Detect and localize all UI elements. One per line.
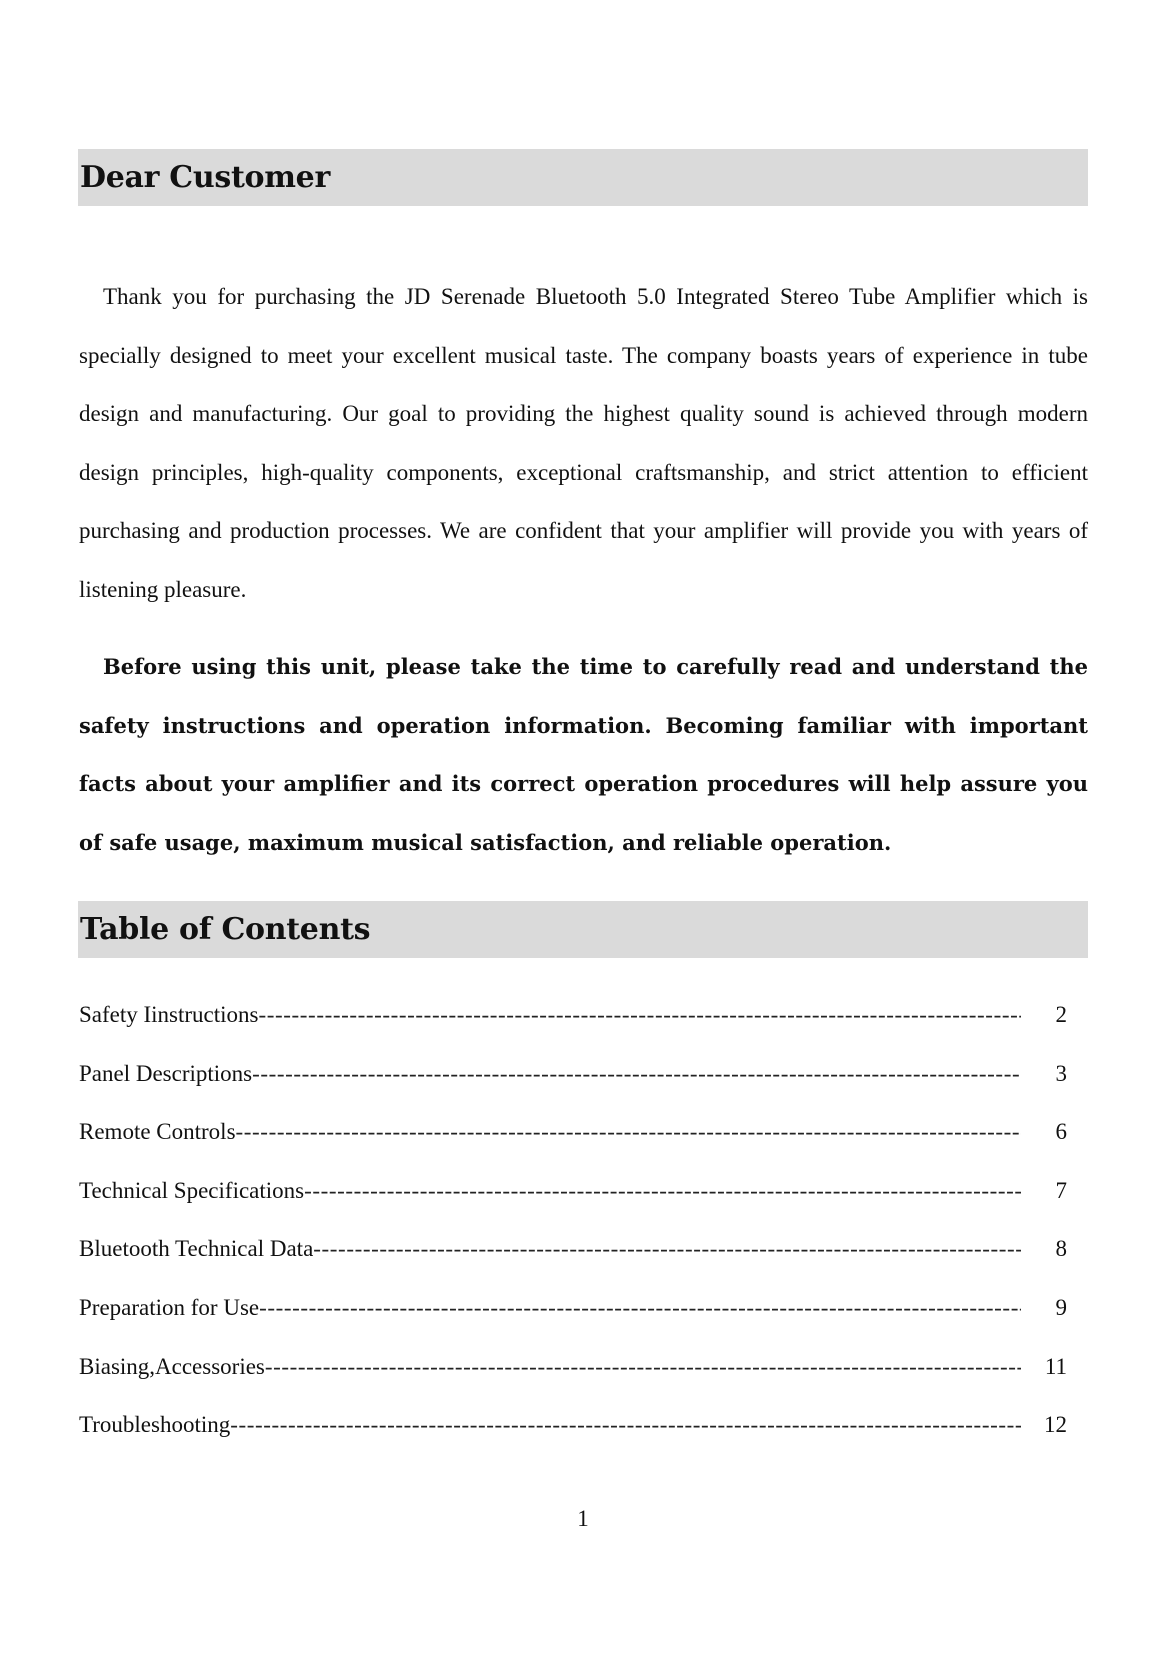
toc-entry-page: 3 <box>1055 1060 1067 1086</box>
toc-entry-bluetooth-technical-data[interactable] <box>79 1236 1079 1295</box>
toc-entry-title: Biasing,Accessories <box>79 1353 265 1379</box>
toc-entry-title: Remote Controls <box>79 1119 236 1145</box>
toc-entry-troubleshooting[interactable] <box>79 1412 1079 1471</box>
toc-entry-title: Technical Specifications <box>79 1177 305 1203</box>
toc-entry-panel-descriptions[interactable] <box>79 1061 1079 1120</box>
toc-dot-leader <box>259 1295 1021 1321</box>
toc-entry-page: 9 <box>1055 1294 1067 1320</box>
table-of-contents <box>79 1002 1079 1471</box>
dear-customer-heading-bar <box>78 149 1088 206</box>
toc-dot-leader <box>230 1412 1021 1438</box>
toc-entry-page: 7 <box>1055 1177 1067 1203</box>
toc-heading: Table of Contents <box>80 912 371 947</box>
intro-paragraph: Thank you for purchasing the JD Serenade Bluetooth 5.0 Integrated Stereo Tube Amplifier which is specially designed to meet your excellent musical taste. The company boasts years of experience in tube design and manufacturing. Our goal to providing the highest quality sound is achieved through modern design principles, high-quality components, exceptional craftsmanship, and strict attention to efficient purchasing and production processes. We are confident that your amplifier will provide you with years of listening pleasure. <box>79 284 1088 602</box>
toc-entry-remote-controls[interactable] <box>79 1119 1079 1178</box>
toc-dot-leader <box>304 1178 1021 1204</box>
toc-entry-title: Troubleshooting <box>79 1412 231 1438</box>
toc-dot-leader <box>259 1002 1022 1028</box>
toc-entry-technical-specifications[interactable] <box>79 1178 1079 1237</box>
dear-customer-heading: Dear Customer <box>80 160 330 195</box>
toc-entry-title: Preparation for Use <box>79 1294 260 1320</box>
toc-dot-leader <box>265 1354 1021 1380</box>
toc-dot-leader <box>252 1061 1021 1087</box>
toc-entry-safety-instructions[interactable] <box>79 1002 1079 1061</box>
toc-entry-title: Safety Iinstructions <box>79 1002 259 1027</box>
toc-entry-page: 12 <box>1044 1412 1067 1438</box>
toc-entry-page: 11 <box>1044 1353 1067 1379</box>
toc-entry-page: 2 <box>1055 1002 1067 1027</box>
toc-heading-bar <box>78 901 1088 958</box>
page-number: 1 <box>577 1506 589 1531</box>
toc-dot-leader <box>236 1119 1021 1145</box>
toc-dot-leader <box>313 1236 1021 1262</box>
toc-entry-page: 6 <box>1055 1119 1067 1145</box>
toc-entry-title: Panel Descriptions <box>79 1060 253 1086</box>
safety-note-paragraph: Before using this unit, please take the time to carefully read and understand the safety instructions and operation information. Becoming familiar with important facts about your amplifier and its correct operation procedures will help assure you of safe usage, maximum musical satisfaction, and reliable operation. <box>79 654 1088 855</box>
toc-entry-page: 8 <box>1055 1236 1067 1262</box>
toc-entry-preparation-for-use[interactable] <box>79 1295 1079 1354</box>
toc-entry-biasing-accessories[interactable] <box>79 1354 1079 1413</box>
toc-entry-title: Bluetooth Technical Data <box>79 1236 314 1262</box>
